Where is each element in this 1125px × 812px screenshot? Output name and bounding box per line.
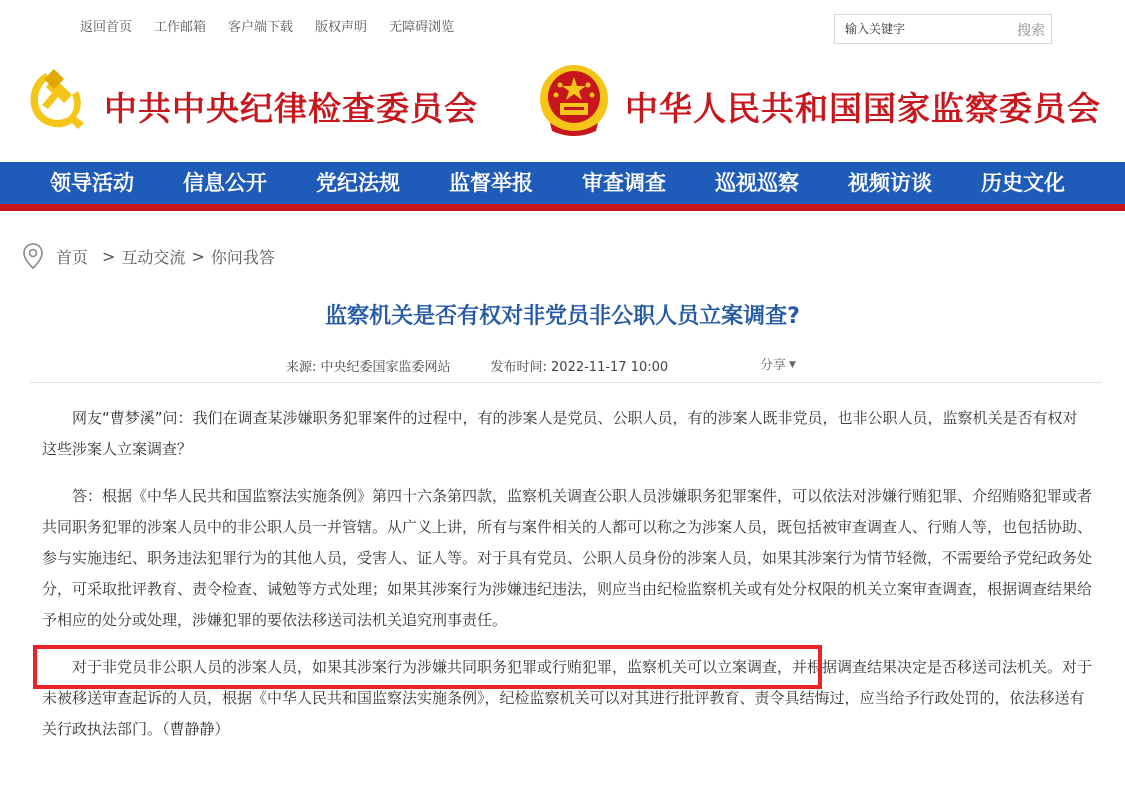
top-links <box>80 16 454 35</box>
location-pin-icon <box>22 242 44 270</box>
article-paragraph-answer: 答：根据《中华人民共和国监察法实施条例》第四十六条第四款，监察机关调查公职人员涉嫌职务犯罪案件，可以依法对涉嫌行贿犯罪、介绍贿赂犯罪或者共同职务犯罪的涉案人员中的非公职人员一并管辖。从广义上讲，所有与案件相关的人都可以称之为涉案人员，既包括被审查调查人、行贿人等，也包括协助、参与实施违纪、职务违法犯罪行为的其他人员，受害人、证人等。对于具有党员、公职人员身份的涉案人员，如果其涉案行为情节轻微，不需要给予党纪政务处分，可采取批评教育、责令检查、诫勉等方式处理；如果其涉案行为涉嫌违纪违法，则应当由纪检监察机关或有处分权限的机关立案审查调查，根据调查结果给予相应的处分或处理，涉嫌犯罪的要依法移送司法机关追究刑事责任。 <box>42 487 1093 629</box>
title-nsc: 中华人民共和国国家监察委员会 <box>625 89 1101 128</box>
breadcrumb-qa[interactable]: 你问我答 <box>210 247 275 267</box>
divider <box>30 382 1102 383</box>
search-input[interactable] <box>835 15 1005 43</box>
title-ccdi: 中共中央纪律检查委员会 <box>104 89 478 128</box>
article-paragraph-conclusion: 对于非党员非公职人员的涉案人员，如果其涉案行为涉嫌共同职务犯罪或行贿犯罪，监察机关可以立案调查，并根据调查结果决定是否移送司法机关。对于未被移送审查起诉的人员，根据《中华人民共和国监察法实施条例》，纪检监察机关可以对其进行批评教育、责令具结悔过，应当给予行政处罚的，依法移送有关行政执法部门。（曹静静） <box>42 658 1093 738</box>
article-title: 监察机关是否有权对非党员非公职人员立案调查? <box>325 304 800 329</box>
nav-item-history[interactable]: 历史文化 <box>981 170 1065 195</box>
nav-items <box>50 162 1114 204</box>
top-utility-bar <box>0 0 1125 50</box>
article-meta <box>286 356 668 375</box>
nav-item-information[interactable]: 信息公开 <box>183 170 267 195</box>
toplink-accessibility[interactable]: 无障碍浏览 <box>389 20 455 35</box>
share-label: 分享 <box>760 358 787 373</box>
article-paragraph-question: 网友“曹梦溪”问：我们在调查某涉嫌职务犯罪案件的过程中，有的涉案人是党员、公职人员，有的涉案人既非党员，也非公职人员，监察机关是否有权对这些涉案人立案调查？ <box>42 409 1078 458</box>
nav-item-investigation[interactable]: 审查调查 <box>582 170 666 195</box>
toplink-email[interactable]: 工作邮箱 <box>154 20 207 35</box>
nav-item-inspection[interactable]: 巡视巡察 <box>715 170 799 195</box>
toplink-home[interactable]: 返回首页 <box>80 20 133 35</box>
site-banner <box>0 55 1125 155</box>
nav-item-regulations[interactable]: 党纪法规 <box>316 170 400 195</box>
breadcrumb <box>22 242 275 270</box>
chevron-down-icon: ▼ <box>789 360 796 370</box>
breadcrumb-home[interactable]: 首页 <box>56 247 89 267</box>
share-button[interactable] <box>760 354 796 373</box>
main-nav <box>0 162 1125 204</box>
national-emblem-icon <box>538 63 610 139</box>
search-button[interactable]: 搜索 <box>1017 23 1045 39</box>
party-emblem-icon <box>24 65 90 135</box>
nav-underline <box>0 204 1125 211</box>
highlight-box <box>33 645 822 689</box>
toplink-copyright[interactable]: 版权声明 <box>315 20 368 35</box>
breadcrumb-separator: > <box>191 246 205 266</box>
breadcrumb-interaction[interactable]: 互动交流 <box>121 247 186 267</box>
nav-item-video[interactable]: 视频访谈 <box>848 170 932 195</box>
breadcrumb-separator: > <box>102 246 116 266</box>
article-source: 来源: 中央纪委国家监委网站 <box>286 360 451 375</box>
nav-item-leadership[interactable]: 领导活动 <box>50 170 134 195</box>
toplink-client-download[interactable]: 客户端下载 <box>228 20 294 35</box>
nav-item-reporting[interactable]: 监督举报 <box>449 170 533 195</box>
article-publish-time: 发布时间: 2022-11-17 10:00 <box>490 360 669 375</box>
search-box <box>834 14 1052 44</box>
